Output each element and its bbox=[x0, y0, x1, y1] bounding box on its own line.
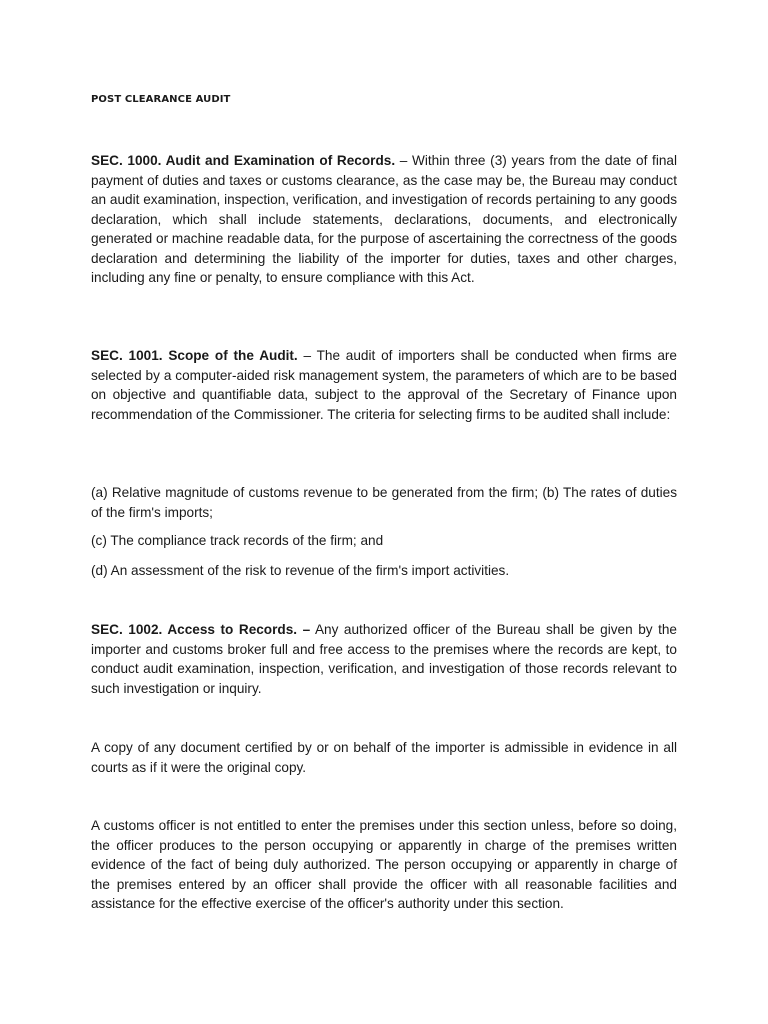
document-title: POST CLEARANCE AUDIT bbox=[91, 94, 231, 105]
section-1002 bbox=[91, 620, 677, 698]
criteria-a-b: (a) Relative magnitude of customs revenue to be generated from the firm; (b) The rates of duties of the firm's imports; bbox=[91, 485, 677, 520]
section-1002-paragraph-3: A customs officer is not entitled to enter the premises under this section unless, before so doing, the officer produces to the person occupying or apparently in charge of the premises written evidence of the fact of being duly authorized. The person occupying or apparently in charge of the premises entered by an officer shall provide the officer with all reasonable facilities and assistance for the effective exercise of the officer's authority under this section. bbox=[91, 818, 677, 911]
section-1001-body: – The audit of importers shall be conducted when firms are selected by a computer-aided risk management system, the parameters of which are to be based on objective and quantifiable data, subject to the approval of the Secretary of Finance upon recommendation of the Commissioner. The criteria for selecting firms to be audited shall include: bbox=[91, 348, 677, 422]
section-1002-heading: SEC. 1002. Access to Records. – bbox=[91, 622, 311, 637]
section-1000-body: – Within three (3) years from the date of final payment of duties and taxes or customs clearance, as the case may be, the Bureau may conduct an audit examination, inspection, verification, and investigation of records pertaining to any goods declaration, which shall include statements, declarations, documents, and electronically generated or machine readable data, for the purpose of ascertaining the correctness of the goods declaration and determining the liability of the importer for duties, taxes and other charges, including any fine or penalty, to ensure compliance with this Act. bbox=[91, 153, 677, 285]
section-1002-paragraph-2: A copy of any document certified by or on behalf of the importer is admissible in evidence in all courts as if it were the original copy. bbox=[91, 740, 677, 775]
criteria-d: (d) An assessment of the risk to revenue of the firm's import activities. bbox=[91, 563, 510, 578]
section-1001-heading: SEC. 1001. Scope of the Audit. bbox=[91, 348, 298, 363]
section-1002-body: Any authorized officer of the Bureau shall be given by the importer and customs broker full and free access to the premises where the records are kept, to conduct audit examination, inspection, verification, and investigation of those records relevant to such investigation or inquiry. bbox=[91, 622, 677, 696]
criteria-c: (c) The compliance track records of the firm; and bbox=[91, 533, 384, 548]
section-1001 bbox=[91, 346, 677, 424]
section-1000 bbox=[91, 151, 677, 288]
section-1000-heading: SEC. 1000. Audit and Examination of Records. bbox=[91, 153, 396, 168]
